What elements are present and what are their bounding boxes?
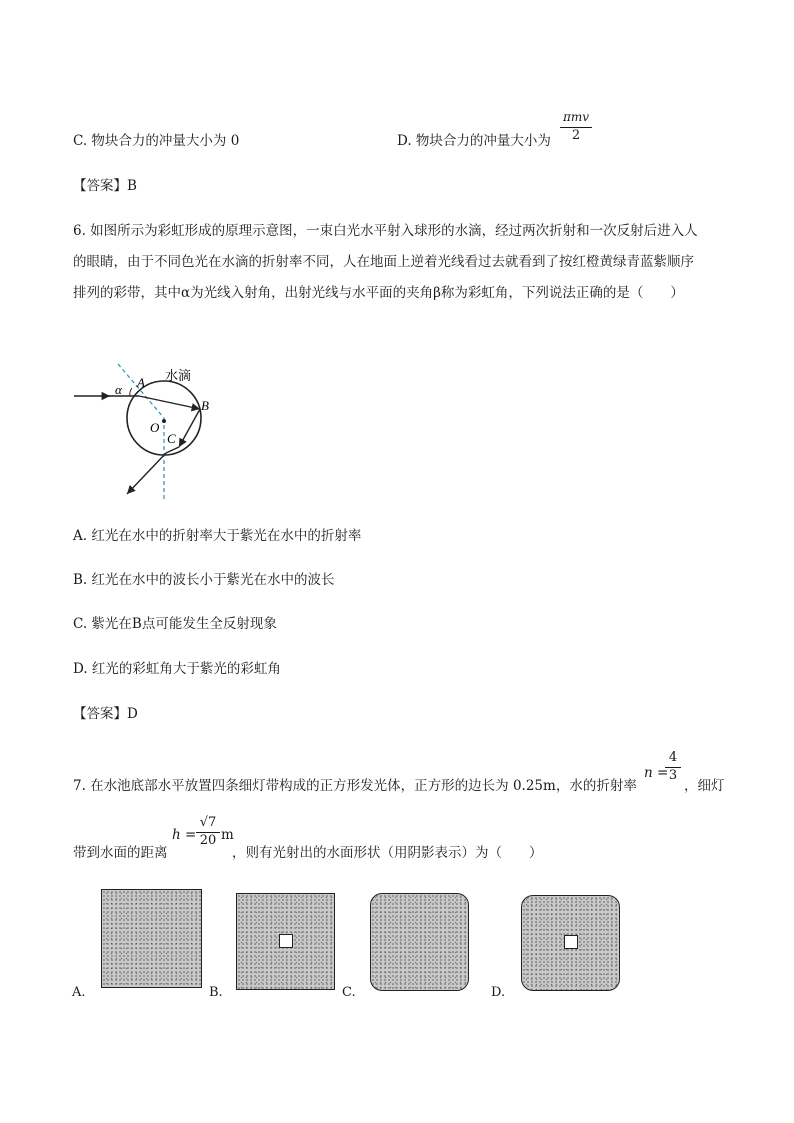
- q5-option-c: C. 物块合力的冲量大小为 0: [73, 133, 240, 149]
- q7-option-b-hole: [279, 934, 293, 948]
- label-droplet: 水滴: [165, 369, 192, 384]
- q7-stem-line-1: 7. 在水池底部水平放置四条细灯带构成的正方形发光体，正方形的边长为 0.25m，水的折射率: [73, 778, 637, 794]
- rainbow-droplet-diagram: [60, 360, 260, 510]
- fraction-denominator: 3: [668, 768, 678, 783]
- q6-stem-line-2: 的眼睛，由于不同色光在水滴的折射率不同，人在地面上逆着光线看过去就看到了按红橙黄绿青蓝紫顺序: [73, 254, 694, 270]
- center-point-o: [162, 419, 166, 423]
- q5-option-d-fraction: [560, 110, 592, 143]
- q6-option-c: C. 紫光在B点可能发生全反射现象: [73, 616, 277, 632]
- q7-stem-line-2: 带到水面的距离: [73, 845, 168, 861]
- q7-h-symbol: h =: [172, 827, 197, 843]
- fraction-numerator: √7: [199, 815, 217, 830]
- reflected-ray-bc: [179, 409, 200, 447]
- q7-option-b-shape: [236, 893, 335, 990]
- q6-stem-line-1: 6. 如图所示为彩虹形成的原理示意图，一束白光水平射入球形的水滴，经过两次折射和一次反射后进入人: [73, 223, 698, 239]
- q6-answer: 【答案】D: [73, 706, 138, 722]
- q7-stem-line-1-tail: ，细灯: [684, 778, 725, 794]
- q7-option-d-label: D.: [491, 985, 506, 1000]
- q5-option-d: D. 物块合力的冲量大小为: [397, 133, 551, 149]
- q7-option-c-shape: [370, 893, 469, 991]
- q7-option-c-label: C.: [342, 985, 356, 1000]
- fraction-denominator: 20: [199, 833, 217, 848]
- label-alpha: α: [115, 382, 122, 397]
- q7-option-d-shape: [521, 895, 620, 991]
- label-a: A: [137, 375, 145, 390]
- q7-option-a-label: A.: [72, 985, 86, 1000]
- q7-option-a-shape: [101, 889, 202, 988]
- fraction-numerator: 4: [668, 750, 678, 765]
- q6-option-d: D. 红光的彩虹角大于紫光的彩虹角: [73, 661, 281, 677]
- refracted-ray-ab: [139, 396, 200, 409]
- fraction-denominator: 2: [571, 128, 581, 143]
- label-c: C: [167, 431, 176, 446]
- q7-option-d-hole: [564, 935, 578, 949]
- q6-stem-line-3: 排列的彩带，其中α为光线入射角，出射光线与水平面的夹角β称为彩虹角，下列说法正确的是（ ）: [73, 285, 684, 301]
- q6-option-a: A. 红光在水中的折射率大于紫光在水中的折射率: [73, 528, 362, 544]
- label-b: B: [201, 398, 209, 413]
- alpha-arc: [130, 388, 132, 396]
- q5-answer: 【答案】B: [73, 178, 137, 194]
- q7-option-b-label: B.: [209, 985, 223, 1000]
- q7-stem-line-2-tail: ，则有光射出的水面形状（用阴影表示）为（ ）: [232, 845, 543, 861]
- q7-n-symbol: n =: [644, 765, 669, 781]
- exit-ray: [127, 453, 166, 494]
- label-o: O: [150, 420, 160, 435]
- q7-h-unit: m: [221, 827, 234, 843]
- normal-at-a: [118, 364, 164, 418]
- q7-n-fraction: [665, 750, 681, 783]
- fraction-numerator: πmv: [562, 110, 590, 124]
- q6-option-b: B. 红光在水中的波长小于紫光在水中的波长: [73, 572, 335, 588]
- q7-h-fraction: [196, 815, 220, 848]
